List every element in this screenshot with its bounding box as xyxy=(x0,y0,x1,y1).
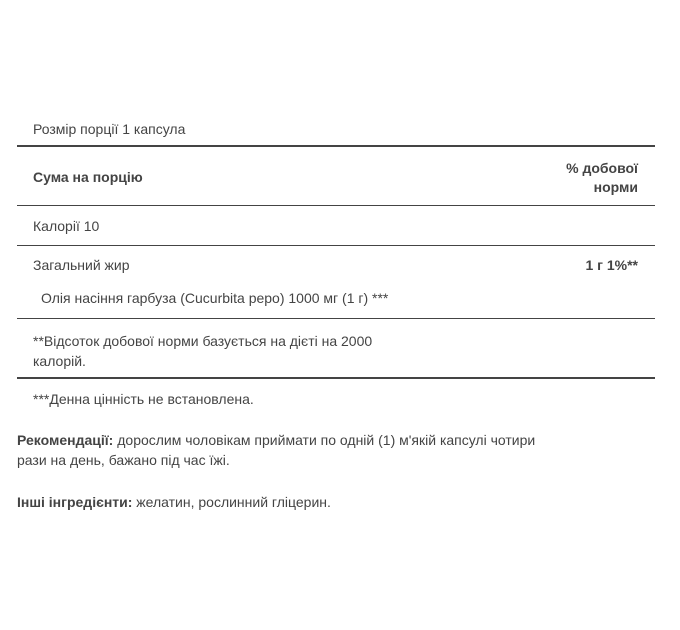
daily-value-footnote-line1: **Відсоток добової норми базується на дієті на 2000 xyxy=(33,333,373,349)
daily-value-header xyxy=(566,159,638,197)
other-ingredients-text: желатин, рослинний гліцерин. xyxy=(132,494,331,510)
other-ingredients-paragraph xyxy=(17,492,647,512)
serving-size-row xyxy=(17,110,655,147)
recommendations-paragraph xyxy=(17,430,647,470)
recommendations-label: Рекомендації: xyxy=(17,432,114,448)
pumpkin-seed-oil-item: Олія насіння гарбуза (Cucurbita pepo) 1000 мг (1 г) *** xyxy=(41,290,389,306)
not-established-footnote-row xyxy=(17,379,655,419)
not-established-footnote: ***Денна цінність не встановлена. xyxy=(33,391,254,407)
recommendations-text-line1: дорослим чоловікам приймати по одній (1) м'якій капсулі чотири xyxy=(113,432,536,448)
daily-value-header-line1: % добової xyxy=(566,160,638,176)
other-ingredients-label: Інші інгредієнти: xyxy=(17,494,133,510)
supplement-facts-table xyxy=(17,110,655,419)
total-fat-row xyxy=(17,246,655,319)
recommendations-text-line2: рази на день, бажано під час їжі. xyxy=(17,452,230,468)
amount-per-serving-label: Сума на порцію xyxy=(33,169,143,185)
serving-size-text: Розмір порції 1 капсула xyxy=(33,121,186,137)
daily-value-footnote-line2: калорій. xyxy=(33,353,86,369)
daily-value-footnote-row xyxy=(17,319,655,379)
daily-value-header-line2: норми xyxy=(593,179,638,195)
total-fat-label: Загальний жир xyxy=(33,257,130,273)
table-header-row xyxy=(17,147,655,206)
recommendations-line1 xyxy=(17,430,647,450)
total-fat-value: 1 г 1%** xyxy=(585,257,638,273)
calories-row xyxy=(17,206,655,246)
calories-text: Калорії 10 xyxy=(33,218,100,234)
